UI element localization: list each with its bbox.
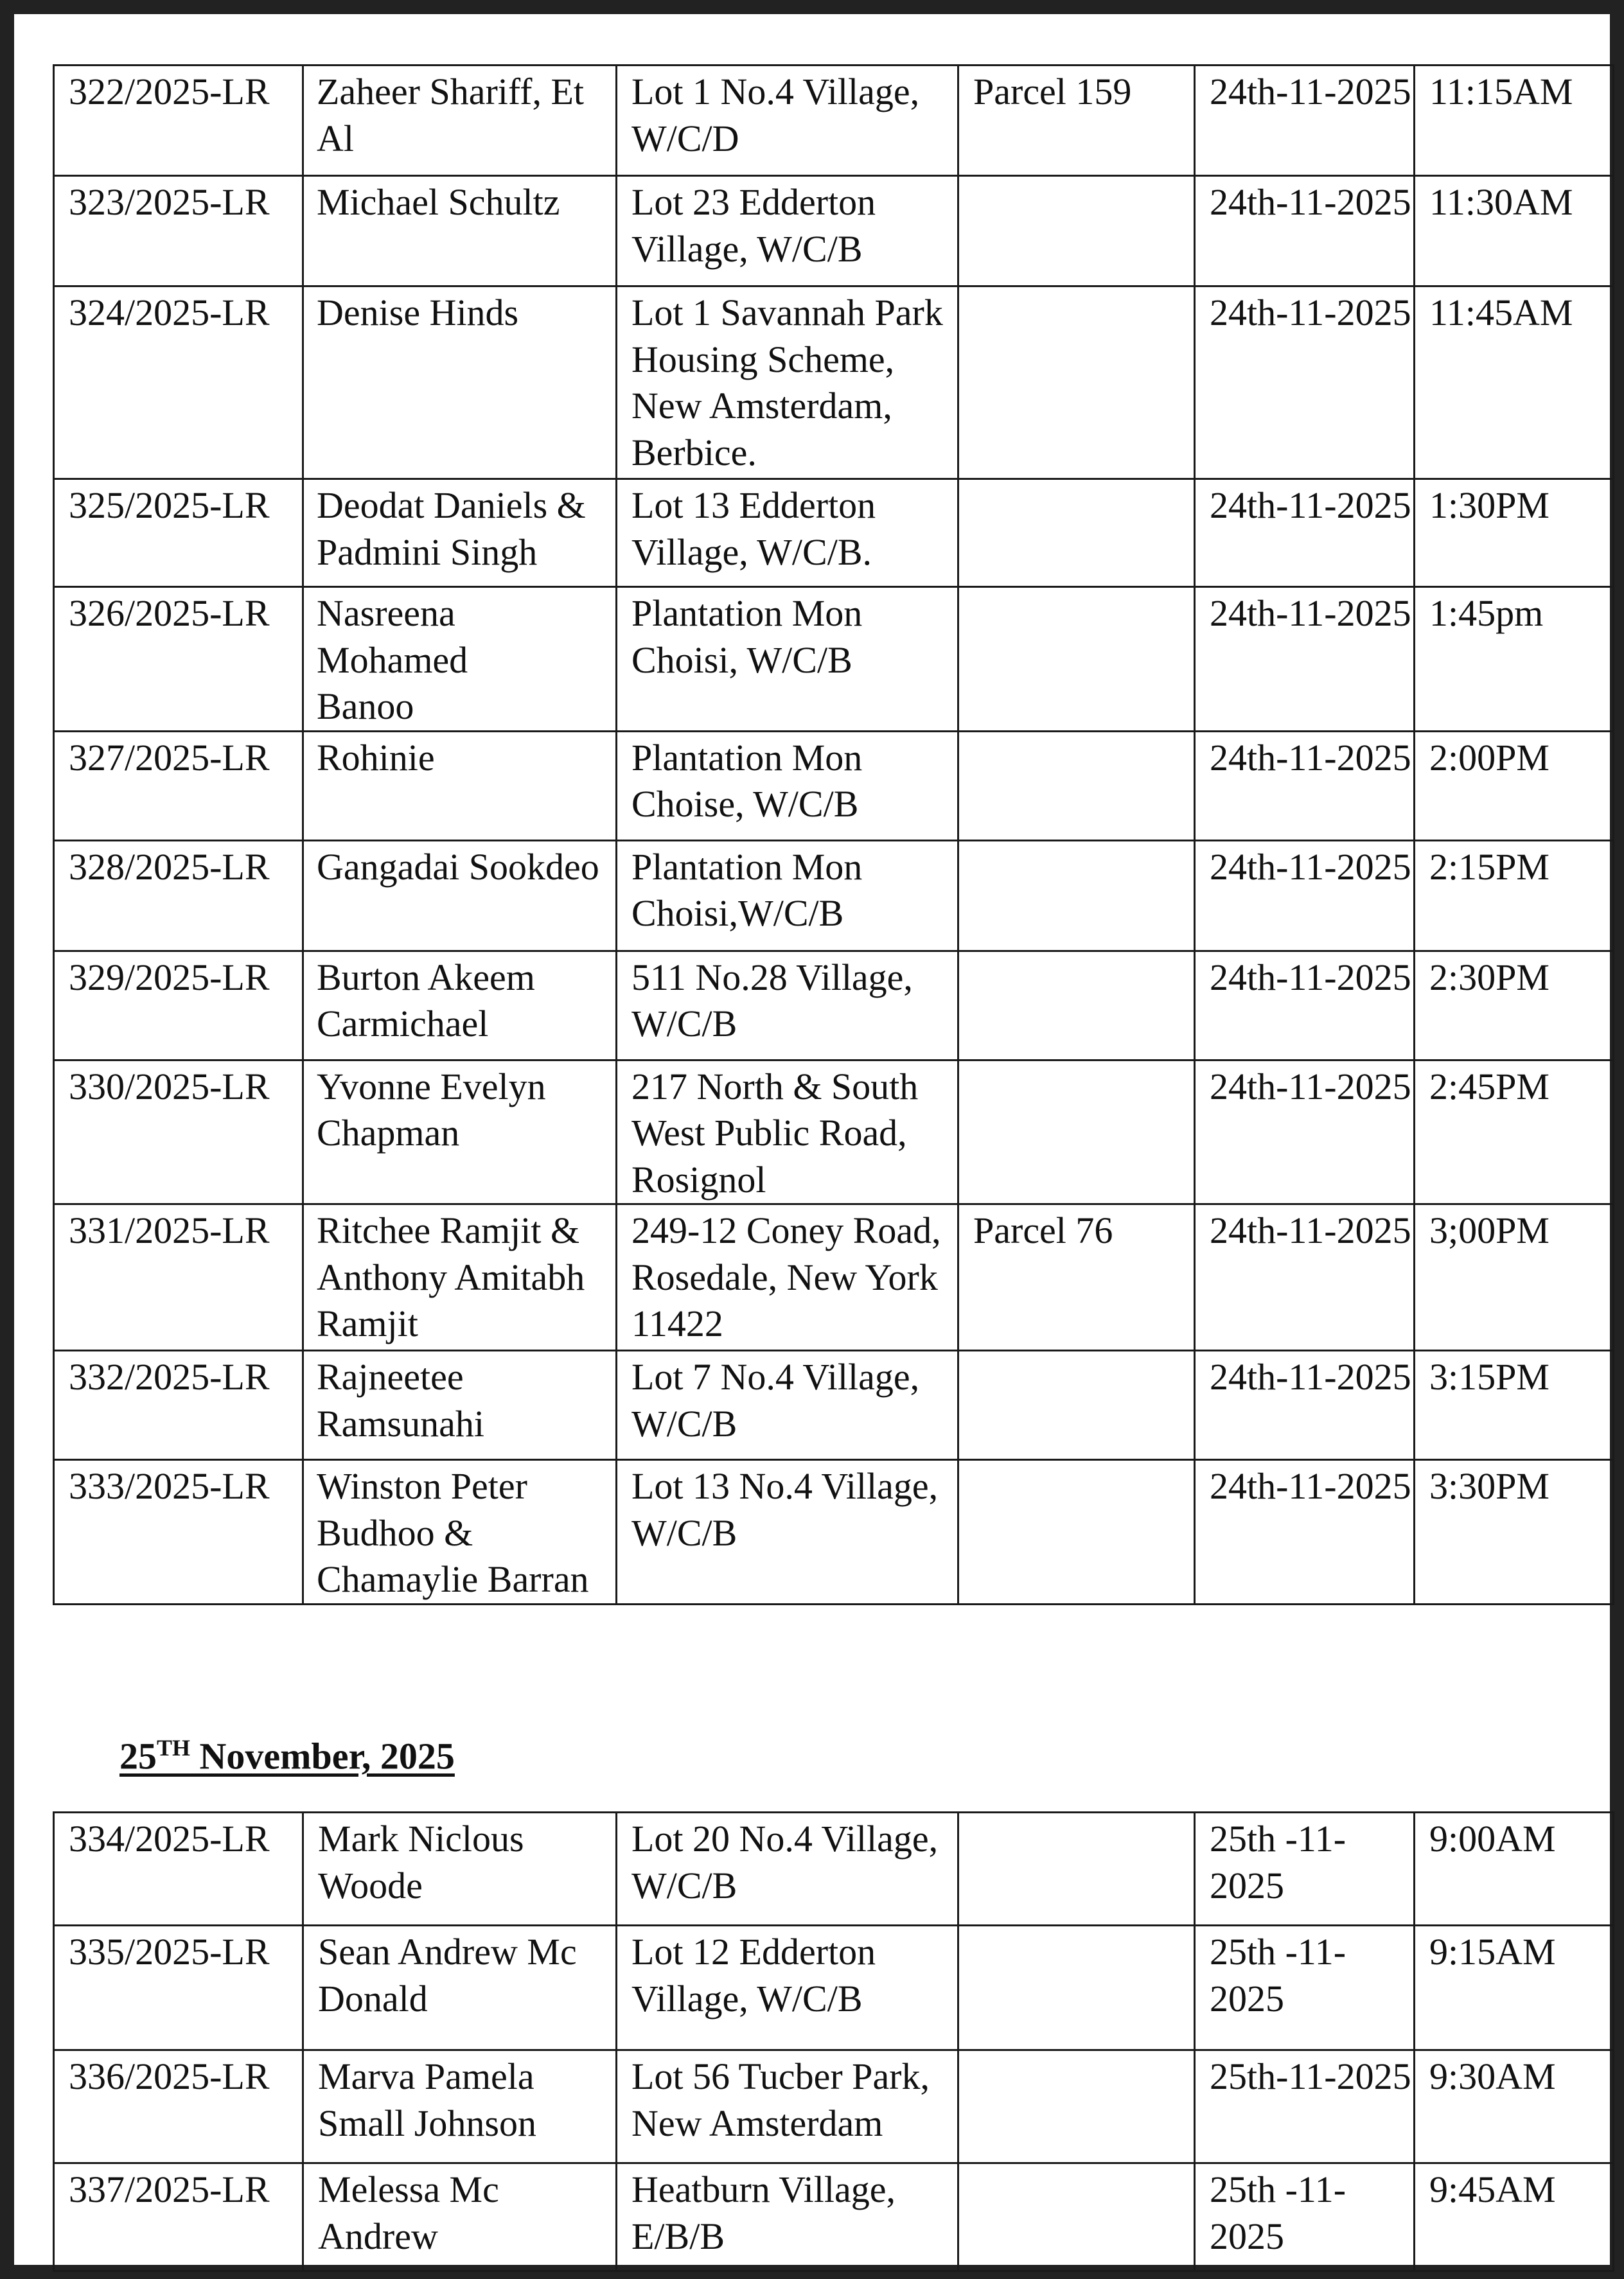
parcel-cell (958, 176, 1195, 286)
date-cell: 25th -11-2025 (1195, 2163, 1415, 2271)
time-cell: 2:30PM (1415, 951, 1614, 1060)
date-cell: 24th-11-2025 (1195, 731, 1415, 840)
table-row (54, 176, 1614, 286)
table-row (54, 587, 1614, 732)
applicant-name-cell: Yvonne Evelyn Chapman (303, 1060, 617, 1204)
applicant-name-cell: Rajneetee Ramsunahi (303, 1351, 617, 1460)
applicant-name-cell: Ritchee Ramjit & Anthony Amitabh Ramjit (303, 1204, 617, 1351)
parcel-cell (958, 286, 1195, 479)
parcel-cell (958, 479, 1195, 587)
case-number-cell: 325/2025-LR (54, 479, 303, 587)
applicant-name-cell: Sean Andrew Mc Donald (303, 1926, 617, 2050)
address-cell: Heatburn Village, E/B/B (617, 2163, 958, 2271)
table-row (54, 479, 1614, 587)
heading-month-year: November, 2025 (190, 1735, 455, 1777)
applicant-name-cell: Burton Akeem Carmichael (303, 951, 617, 1060)
parcel-cell (958, 731, 1195, 840)
table-row (54, 840, 1614, 951)
applicant-name-cell: Gangadai Sookdeo (303, 840, 617, 951)
table-row (54, 1060, 1614, 1204)
parcel-cell: Parcel 76 (958, 1204, 1195, 1351)
date-cell: 25th -11-2025 (1195, 1813, 1415, 1926)
date-cell: 25th -11-2025 (1195, 1926, 1415, 2050)
time-cell: 9:15AM (1415, 1926, 1614, 2050)
parcel-cell (958, 1060, 1195, 1204)
case-number-cell: 324/2025-LR (54, 286, 303, 479)
time-cell: 9:30AM (1415, 2050, 1614, 2163)
date-cell: 24th-11-2025 (1195, 1460, 1415, 1605)
time-cell: 1:30PM (1415, 479, 1614, 587)
case-number-cell: 331/2025-LR (54, 1204, 303, 1351)
applicant-name-cell: Winston Peter Budhoo & Chamaylie Barran (303, 1460, 617, 1605)
address-cell: 249-12 Coney Road, Rosedale, New York 11422 (617, 1204, 958, 1351)
address-cell: Lot 20 No.4 Village, W/C/B (617, 1813, 958, 1926)
address-cell: Plantation Mon Choise, W/C/B (617, 731, 958, 840)
date-cell: 24th-11-2025 (1195, 1060, 1415, 1204)
parcel-cell (958, 840, 1195, 951)
applicant-name-cell: Zaheer Shariff, Et Al (303, 66, 617, 176)
case-number-cell: 328/2025-LR (54, 840, 303, 951)
case-number-cell: 332/2025-LR (54, 1351, 303, 1460)
table-row (54, 1813, 1614, 1926)
time-cell: 11:45AM (1415, 286, 1614, 479)
case-number-cell: 326/2025-LR (54, 587, 303, 732)
parcel-cell (958, 2050, 1195, 2163)
applicant-name-cell: Nasreena Mohamed Banoo (303, 587, 617, 732)
address-cell: 511 No.28 Village, W/C/B (617, 951, 958, 1060)
parcel-cell (958, 1813, 1195, 1926)
date-cell: 24th-11-2025 (1195, 66, 1415, 176)
schedule-table-25-november (53, 1811, 1614, 2272)
table-row (54, 2163, 1614, 2271)
time-cell: 3:15PM (1415, 1351, 1614, 1460)
applicant-name-cell: Marva Pamela Small Johnson (303, 2050, 617, 2163)
applicant-name-cell: Rohinie (303, 731, 617, 840)
case-number-cell: 327/2025-LR (54, 731, 303, 840)
parcel-cell (958, 587, 1195, 732)
address-cell: Plantation Mon Choisi,W/C/B (617, 840, 958, 951)
case-number-cell: 322/2025-LR (54, 66, 303, 176)
date-cell: 24th-11-2025 (1195, 951, 1415, 1060)
parcel-cell (958, 1926, 1195, 2050)
table-row (54, 951, 1614, 1060)
address-cell: Lot 1 No.4 Village, W/C/D (617, 66, 958, 176)
table-row (54, 2050, 1614, 2163)
case-number-cell: 334/2025-LR (54, 1813, 303, 1926)
applicant-name-cell: Michael Schultz (303, 176, 617, 286)
table-row (54, 1351, 1614, 1460)
parcel-cell (958, 1460, 1195, 1605)
address-cell: Lot 1 Savannah Park Housing Scheme, New Amsterdam, Berbice. (617, 286, 958, 479)
case-number-cell: 333/2025-LR (54, 1460, 303, 1605)
table-row (54, 731, 1614, 840)
time-cell: 11:15AM (1415, 66, 1614, 176)
parcel-cell (958, 1351, 1195, 1460)
applicant-name-cell: Denise Hinds (303, 286, 617, 479)
address-cell: Lot 13 Edderton Village, W/C/B. (617, 479, 958, 587)
address-cell: Lot 12 Edderton Village, W/C/B (617, 1926, 958, 2050)
time-cell: 9:00AM (1415, 1813, 1614, 1926)
case-number-cell: 337/2025-LR (54, 2163, 303, 2271)
address-cell: Lot 13 No.4 Village, W/C/B (617, 1460, 958, 1605)
address-cell: Lot 23 Edderton Village, W/C/B (617, 176, 958, 286)
date-cell: 24th-11-2025 (1195, 587, 1415, 732)
case-number-cell: 330/2025-LR (54, 1060, 303, 1204)
date-cell: 24th-11-2025 (1195, 176, 1415, 286)
table-row (54, 1926, 1614, 2050)
schedule-table-24-november (53, 64, 1614, 1605)
address-cell: Plantation Mon Choisi, W/C/B (617, 587, 958, 732)
time-cell: 2:00PM (1415, 731, 1614, 840)
date-cell: 24th-11-2025 (1195, 1204, 1415, 1351)
date-cell: 24th-11-2025 (1195, 479, 1415, 587)
parcel-cell (958, 951, 1195, 1060)
case-number-cell: 335/2025-LR (54, 1926, 303, 2050)
case-number-cell: 336/2025-LR (54, 2050, 303, 2163)
address-cell: 217 North & South West Public Road, Rosignol (617, 1060, 958, 1204)
date-cell: 24th-11-2025 (1195, 286, 1415, 479)
table-row (54, 1460, 1614, 1605)
table-row (54, 286, 1614, 479)
address-cell: Lot 7 No.4 Village, W/C/B (617, 1351, 958, 1460)
time-cell: 2:45PM (1415, 1060, 1614, 1204)
table-row (54, 66, 1614, 176)
time-cell: 3;00PM (1415, 1204, 1614, 1351)
heading-day-suffix: TH (157, 1735, 191, 1761)
parcel-cell (958, 2163, 1195, 2271)
date-cell: 24th-11-2025 (1195, 840, 1415, 951)
table-row (54, 1204, 1614, 1351)
parcel-cell: Parcel 159 (958, 66, 1195, 176)
time-cell: 9:45AM (1415, 2163, 1614, 2271)
applicant-name-cell: Melessa Mc Andrew (303, 2163, 617, 2271)
time-cell: 3:30PM (1415, 1460, 1614, 1605)
date-cell: 24th-11-2025 (1195, 1351, 1415, 1460)
case-number-cell: 329/2025-LR (54, 951, 303, 1060)
section-heading-25-november (119, 1734, 455, 1777)
date-cell: 25th-11-2025 (1195, 2050, 1415, 2163)
case-number-cell: 323/2025-LR (54, 176, 303, 286)
applicant-name-cell: Mark Niclous Woode (303, 1813, 617, 1926)
time-cell: 2:15PM (1415, 840, 1614, 951)
time-cell: 11:30AM (1415, 176, 1614, 286)
heading-day: 25 (119, 1735, 157, 1777)
time-cell: 1:45pm (1415, 587, 1614, 732)
applicant-name-cell: Deodat Daniels & Padmini Singh (303, 479, 617, 587)
address-cell: Lot 56 Tucber Park, New Amsterdam (617, 2050, 958, 2163)
